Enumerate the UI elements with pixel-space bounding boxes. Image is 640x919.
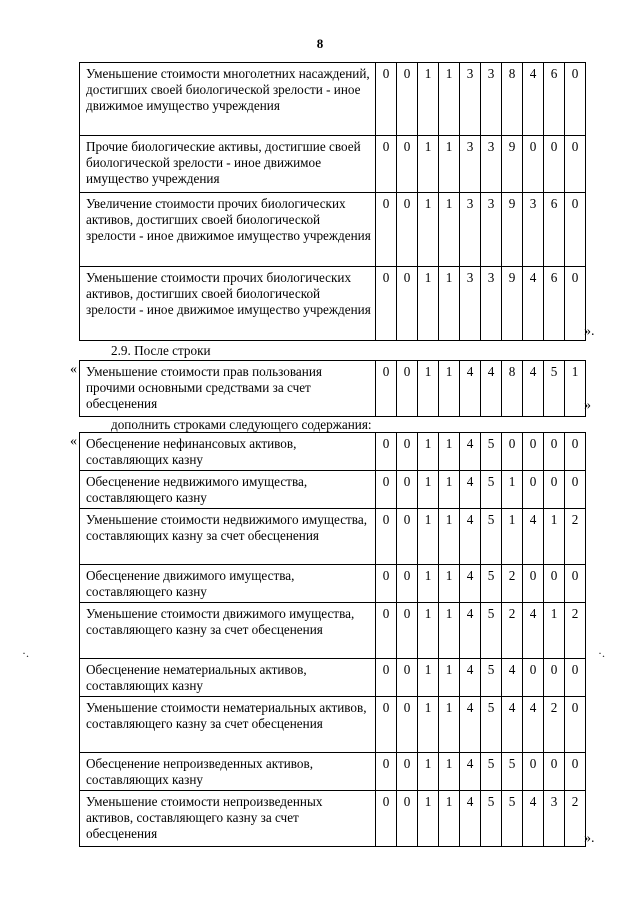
row-label: Уменьшение стоимости прочих биологических активов, достигших своей биологической зрелости - иное движимое имущество учреждения [80, 267, 376, 341]
code-digit: 0 [397, 267, 418, 341]
code-digit: 5 [502, 791, 523, 847]
table-row [80, 659, 586, 697]
code-digit: 0 [376, 471, 397, 509]
code-digit: 5 [481, 433, 502, 471]
code-digit: 5 [481, 471, 502, 509]
code-digit: 0 [565, 433, 586, 471]
code-digit: 5 [481, 509, 502, 565]
code-digit: 5 [481, 791, 502, 847]
closing-quote: ». [584, 324, 595, 339]
code-digit: 0 [565, 193, 586, 267]
code-digit: 9 [502, 136, 523, 193]
code-digit: 1 [439, 471, 460, 509]
table-row [80, 791, 586, 847]
code-digit: 4 [460, 361, 481, 417]
table-row [80, 509, 586, 565]
opening-quote: « [70, 362, 77, 377]
code-digit: 0 [523, 753, 544, 791]
code-digit: 0 [397, 697, 418, 753]
code-digit: 0 [523, 565, 544, 603]
code-digit: 0 [397, 753, 418, 791]
code-digit: 0 [376, 433, 397, 471]
row-label: Увеличение стоимости прочих биологических активов, достигших своей биологической зрелости - иное движимое имущество учреждения [80, 193, 376, 267]
code-digit: 5 [481, 697, 502, 753]
code-digit: 5 [481, 603, 502, 659]
code-digit: 8 [502, 361, 523, 417]
code-digit: 0 [565, 136, 586, 193]
code-digit: 4 [460, 603, 481, 659]
code-digit: 0 [397, 565, 418, 603]
code-digit: 5 [544, 361, 565, 417]
code-digit: 0 [544, 136, 565, 193]
code-digit: 1 [439, 565, 460, 603]
code-table-3 [79, 432, 586, 847]
code-digit: 4 [460, 659, 481, 697]
row-label: Уменьшение стоимости недвижимого имущества, составляющих казну за счет обесценения [80, 509, 376, 565]
code-digit: 1 [418, 361, 439, 417]
row-label: Уменьшение стоимости непроизведенных активов, составляющего казну за счет обесценения [80, 791, 376, 847]
code-digit: 0 [523, 433, 544, 471]
row-label: Уменьшение стоимости прав пользования прочими основными средствами за счет обесценения [80, 361, 376, 417]
code-digit: 6 [544, 63, 565, 136]
code-digit: 3 [481, 136, 502, 193]
code-digit: 1 [502, 509, 523, 565]
code-digit: 4 [481, 361, 502, 417]
row-label: Обесценение нематериальных активов, составляющих казну [80, 659, 376, 697]
code-digit: 0 [376, 509, 397, 565]
code-digit: 0 [544, 753, 565, 791]
code-digit: 0 [397, 193, 418, 267]
code-digit: 0 [376, 193, 397, 267]
row-label: Уменьшение стоимости нематериальных активов, составляющего казну за счет обесценения [80, 697, 376, 753]
code-digit: 4 [523, 509, 544, 565]
code-digit: 0 [376, 659, 397, 697]
code-digit: 9 [502, 267, 523, 341]
code-digit: 4 [460, 565, 481, 603]
code-digit: 1 [439, 791, 460, 847]
code-table-1 [79, 62, 586, 341]
code-digit: 5 [481, 565, 502, 603]
table-row [80, 753, 586, 791]
code-digit: 1 [418, 791, 439, 847]
section-heading: 2.9. После строки [111, 343, 211, 358]
code-digit: 1 [544, 509, 565, 565]
code-digit: 2 [565, 509, 586, 565]
code-digit: 2 [565, 791, 586, 847]
code-digit: 0 [397, 659, 418, 697]
code-digit: 0 [565, 659, 586, 697]
code-digit: 1 [439, 509, 460, 565]
code-digit: 0 [565, 63, 586, 136]
table-row [80, 565, 586, 603]
row-label: Обесценение нефинансовых активов, составляющих казну [80, 433, 376, 471]
table-row [80, 361, 586, 417]
code-digit: 1 [439, 361, 460, 417]
table-row [80, 63, 586, 136]
code-digit: 0 [544, 565, 565, 603]
closing-quote: ». [584, 831, 595, 846]
code-digit: 1 [418, 565, 439, 603]
code-digit: 2 [502, 565, 523, 603]
code-digit: 0 [397, 361, 418, 417]
code-digit: 1 [439, 659, 460, 697]
page-number: 8 [316, 36, 324, 51]
code-table-2 [79, 360, 586, 417]
code-digit: 2 [544, 697, 565, 753]
code-digit: 0 [397, 603, 418, 659]
code-digit: 1 [439, 697, 460, 753]
code-digit: 1 [418, 697, 439, 753]
code-digit: 1 [502, 471, 523, 509]
code-digit: 1 [418, 63, 439, 136]
code-digit: 3 [544, 791, 565, 847]
code-digit: 0 [544, 433, 565, 471]
table-row [80, 433, 586, 471]
table-row [80, 471, 586, 509]
code-digit: 0 [565, 753, 586, 791]
code-digit: 1 [439, 136, 460, 193]
code-digit: 1 [439, 603, 460, 659]
code-digit: 5 [481, 753, 502, 791]
code-digit: 0 [376, 603, 397, 659]
code-digit: 5 [481, 659, 502, 697]
code-digit: 0 [565, 565, 586, 603]
code-digit: 8 [502, 63, 523, 136]
code-digit: 5 [502, 753, 523, 791]
code-digit: 1 [544, 603, 565, 659]
code-digit: 1 [418, 193, 439, 267]
code-digit: 1 [418, 136, 439, 193]
row-label: Обесценение недвижимого имущества, составляющего казну [80, 471, 376, 509]
code-digit: 0 [502, 433, 523, 471]
code-digit: 4 [523, 791, 544, 847]
row-label: Прочие биологические активы, достигшие своей биологической зрелости - иное движимое имущество учреждения [80, 136, 376, 193]
closing-quote: » [584, 398, 591, 413]
code-digit: 3 [481, 63, 502, 136]
code-digit: 4 [502, 697, 523, 753]
code-digit: 0 [376, 361, 397, 417]
row-label: Уменьшение стоимости движимого имущества, составляющего казну за счет обесценения [80, 603, 376, 659]
table-row [80, 136, 586, 193]
code-digit: 3 [460, 193, 481, 267]
code-digit: 9 [502, 193, 523, 267]
code-digit: 0 [397, 509, 418, 565]
code-digit: 4 [523, 267, 544, 341]
code-digit: 4 [460, 509, 481, 565]
code-digit: 0 [544, 659, 565, 697]
code-digit: 0 [565, 267, 586, 341]
code-digit: 1 [565, 361, 586, 417]
code-digit: 1 [439, 193, 460, 267]
code-digit: 2 [502, 603, 523, 659]
scan-speck: ·. [22, 646, 29, 660]
code-digit: 3 [460, 136, 481, 193]
code-digit: 0 [523, 136, 544, 193]
code-digit: 6 [544, 267, 565, 341]
code-digit: 0 [544, 471, 565, 509]
code-digit: 1 [439, 433, 460, 471]
code-digit: 0 [376, 565, 397, 603]
code-digit: 0 [565, 697, 586, 753]
code-digit: 4 [460, 753, 481, 791]
code-digit: 0 [376, 267, 397, 341]
code-digit: 0 [397, 433, 418, 471]
code-digit: 3 [481, 193, 502, 267]
code-digit: 0 [397, 136, 418, 193]
code-digit: 3 [523, 193, 544, 267]
code-digit: 1 [439, 267, 460, 341]
opening-quote: « [70, 434, 77, 449]
code-digit: 6 [544, 193, 565, 267]
code-digit: 1 [439, 63, 460, 136]
code-digit: 0 [397, 791, 418, 847]
table-row [80, 193, 586, 267]
code-digit: 0 [376, 697, 397, 753]
code-digit: 4 [523, 603, 544, 659]
scan-speck: ·. [598, 646, 605, 660]
addition-instruction: дополнить строками следующего содержания: [111, 417, 372, 432]
code-digit: 2 [565, 603, 586, 659]
code-digit: 1 [418, 603, 439, 659]
table-row [80, 267, 586, 341]
code-digit: 0 [376, 791, 397, 847]
table-row [80, 697, 586, 753]
code-digit: 1 [439, 753, 460, 791]
code-digit: 4 [460, 471, 481, 509]
code-digit: 1 [418, 753, 439, 791]
row-label: Обесценение непроизведенных активов, составляющих казну [80, 753, 376, 791]
code-digit: 1 [418, 659, 439, 697]
code-digit: 0 [523, 471, 544, 509]
code-digit: 4 [523, 361, 544, 417]
code-digit: 3 [481, 267, 502, 341]
code-digit: 4 [460, 697, 481, 753]
code-digit: 4 [460, 433, 481, 471]
code-digit: 0 [397, 471, 418, 509]
code-digit: 1 [418, 267, 439, 341]
code-digit: 1 [418, 509, 439, 565]
row-label: Уменьшение стоимости многолетних насаждений, достигших своей биологической зрелости - иное движимое имущество учреждения [80, 63, 376, 136]
code-digit: 4 [523, 63, 544, 136]
code-digit: 0 [376, 753, 397, 791]
code-digit: 0 [376, 136, 397, 193]
code-digit: 1 [418, 471, 439, 509]
code-digit: 4 [502, 659, 523, 697]
code-digit: 0 [397, 63, 418, 136]
code-digit: 1 [418, 433, 439, 471]
code-digit: 0 [565, 471, 586, 509]
code-digit: 3 [460, 267, 481, 341]
row-label: Обесценение движимого имущества, составляющего казну [80, 565, 376, 603]
table-row [80, 603, 586, 659]
code-digit: 0 [523, 659, 544, 697]
code-digit: 0 [376, 63, 397, 136]
code-digit: 4 [460, 791, 481, 847]
code-digit: 4 [523, 697, 544, 753]
code-digit: 3 [460, 63, 481, 136]
